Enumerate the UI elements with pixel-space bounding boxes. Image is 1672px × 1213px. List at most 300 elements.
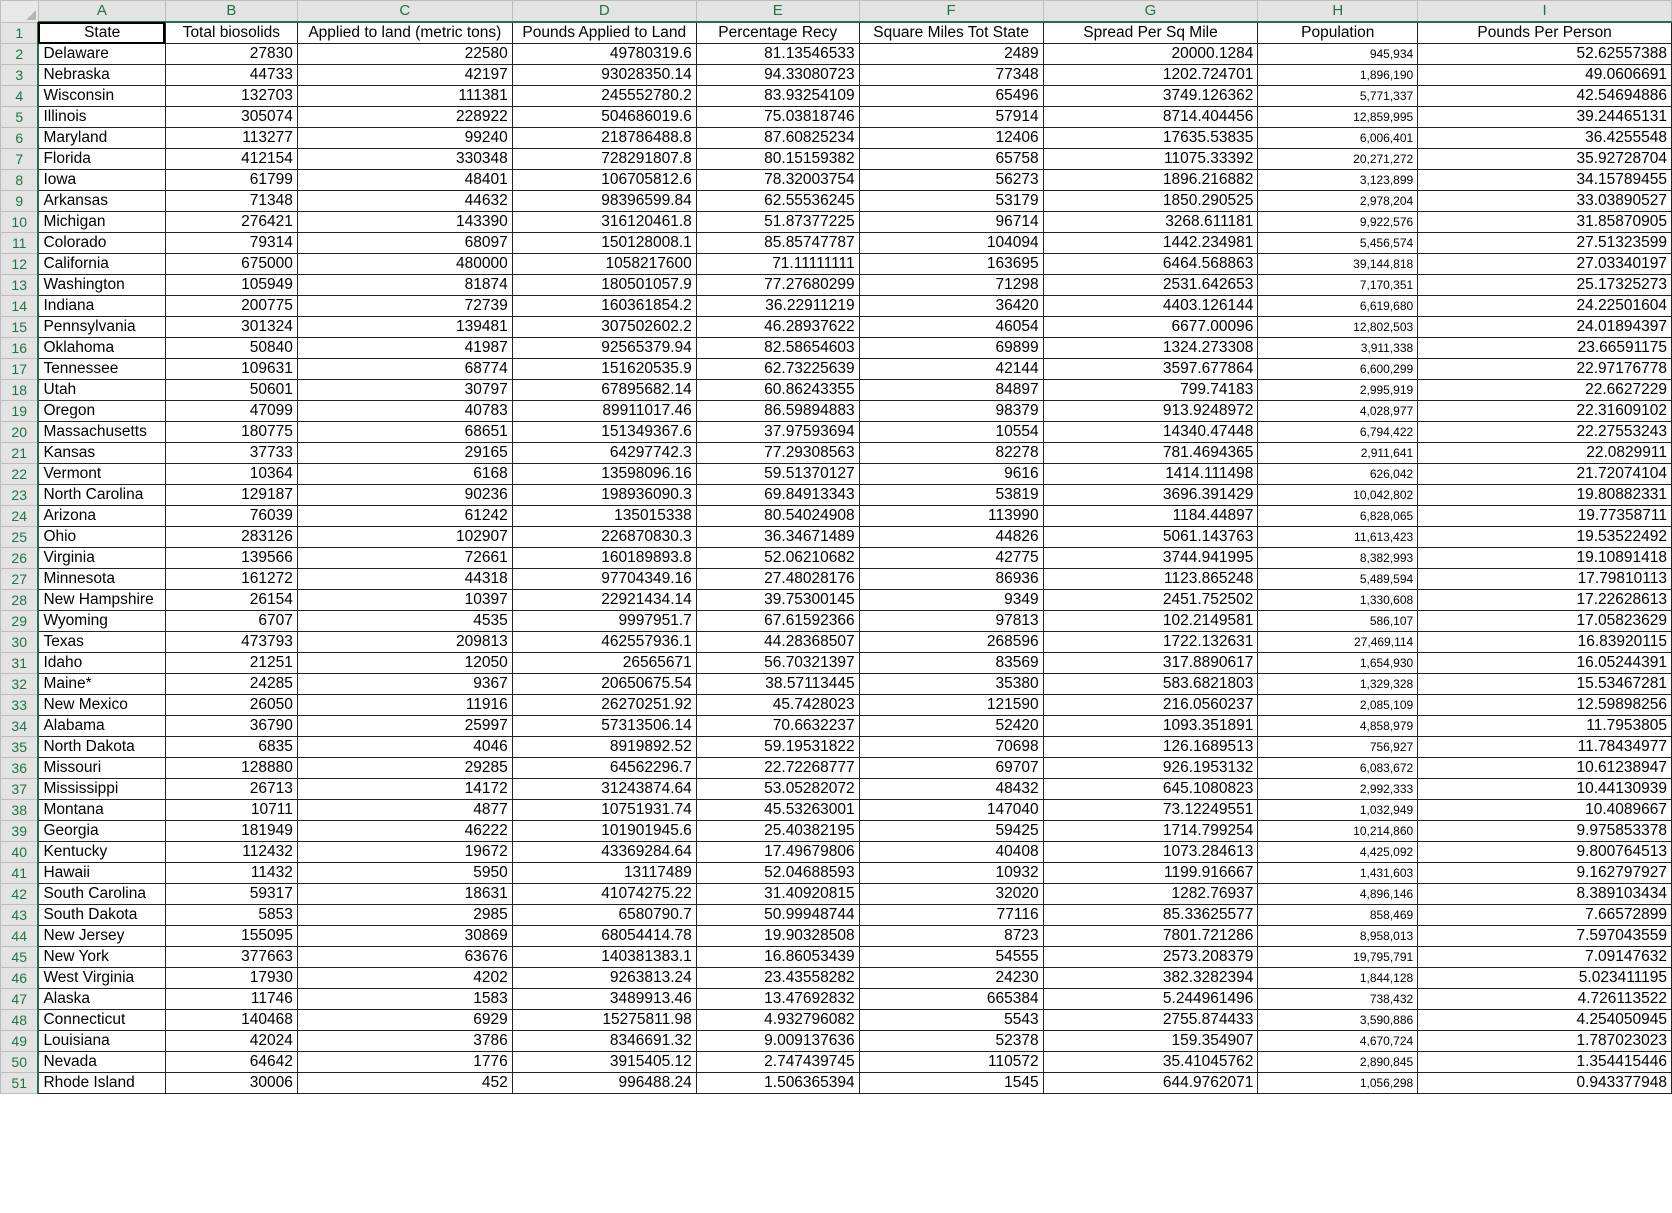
data-cell[interactable]: 160361854.2	[512, 296, 696, 317]
state-cell[interactable]: Oklahoma	[38, 338, 165, 359]
data-cell[interactable]: 31.40920815	[696, 884, 859, 905]
data-cell[interactable]: 139481	[297, 317, 512, 338]
state-cell[interactable]: Minnesota	[38, 569, 165, 590]
data-cell[interactable]: 21.72074104	[1418, 464, 1672, 485]
data-cell[interactable]: 728291807.8	[512, 149, 696, 170]
data-cell[interactable]: 1896.216882	[1043, 170, 1258, 191]
row-header[interactable]: 44	[1, 926, 39, 947]
data-cell[interactable]: 36790	[165, 716, 297, 737]
data-cell[interactable]: 316120461.8	[512, 212, 696, 233]
row-header[interactable]: 36	[1, 758, 39, 779]
data-cell[interactable]: 913.9248972	[1043, 401, 1258, 422]
row-header[interactable]: 14	[1, 296, 39, 317]
state-cell[interactable]: Florida	[38, 149, 165, 170]
data-cell[interactable]: 15275811.98	[512, 1010, 696, 1031]
column-header-f[interactable]: F	[859, 1, 1043, 23]
data-cell[interactable]: 62.55536245	[696, 191, 859, 212]
data-cell[interactable]: 13.47692832	[696, 989, 859, 1010]
data-cell[interactable]: 73.12249551	[1043, 800, 1258, 821]
data-cell[interactable]: 4202	[297, 968, 512, 989]
data-cell[interactable]: 10,214,860	[1258, 821, 1418, 842]
data-cell[interactable]: 38.57113445	[696, 674, 859, 695]
data-cell[interactable]: 121590	[859, 695, 1043, 716]
data-cell[interactable]: 626,042	[1258, 464, 1418, 485]
row-header[interactable]: 24	[1, 506, 39, 527]
data-cell[interactable]: 644.9762071	[1043, 1073, 1258, 1094]
data-cell[interactable]: 20650675.54	[512, 674, 696, 695]
state-cell[interactable]: Arkansas	[38, 191, 165, 212]
data-cell[interactable]: 14340.47448	[1043, 422, 1258, 443]
data-cell[interactable]: 2755.874433	[1043, 1010, 1258, 1031]
data-cell[interactable]: 180775	[165, 422, 297, 443]
data-cell[interactable]: 4046	[297, 737, 512, 758]
state-cell[interactable]: New Mexico	[38, 695, 165, 716]
data-cell[interactable]: 6677.00096	[1043, 317, 1258, 338]
data-cell[interactable]: 23.43558282	[696, 968, 859, 989]
data-cell[interactable]: 54555	[859, 947, 1043, 968]
data-cell[interactable]: 12,802,503	[1258, 317, 1418, 338]
data-cell[interactable]: 11,613,423	[1258, 527, 1418, 548]
data-cell[interactable]: 85.85747787	[696, 233, 859, 254]
data-cell[interactable]: 7.09147632	[1418, 947, 1672, 968]
data-cell[interactable]: 27.51323599	[1418, 233, 1672, 254]
data-cell[interactable]: 19.77358711	[1418, 506, 1672, 527]
data-cell[interactable]: 90236	[297, 485, 512, 506]
state-cell[interactable]: Vermont	[38, 464, 165, 485]
data-cell[interactable]: 858,469	[1258, 905, 1418, 926]
data-cell[interactable]: 30869	[297, 926, 512, 947]
data-cell[interactable]: 5,771,337	[1258, 86, 1418, 107]
data-cell[interactable]: 1,431,603	[1258, 863, 1418, 884]
data-cell[interactable]: 6835	[165, 737, 297, 758]
data-cell[interactable]: 1,330,608	[1258, 590, 1418, 611]
row-header[interactable]: 40	[1, 842, 39, 863]
data-cell[interactable]: 10,042,802	[1258, 485, 1418, 506]
data-cell[interactable]: 160189893.8	[512, 548, 696, 569]
data-cell[interactable]: 1722.132631	[1043, 632, 1258, 653]
data-cell[interactable]: 5950	[297, 863, 512, 884]
data-cell[interactable]: 77.27680299	[696, 275, 859, 296]
data-cell[interactable]: 70698	[859, 737, 1043, 758]
data-cell[interactable]: 53179	[859, 191, 1043, 212]
data-cell[interactable]: 2985	[297, 905, 512, 926]
data-cell[interactable]: 22.31609102	[1418, 401, 1672, 422]
data-cell[interactable]: 50601	[165, 380, 297, 401]
data-cell[interactable]: 17.79810113	[1418, 569, 1672, 590]
data-cell[interactable]: 61799	[165, 170, 297, 191]
state-cell[interactable]: Rhode Island	[38, 1073, 165, 1094]
data-cell[interactable]: 163695	[859, 254, 1043, 275]
data-cell[interactable]: 26565671	[512, 653, 696, 674]
data-cell[interactable]: 3915405.12	[512, 1052, 696, 1073]
data-cell[interactable]: 68651	[297, 422, 512, 443]
data-cell[interactable]: 6929	[297, 1010, 512, 1031]
data-cell[interactable]: 4.932796082	[696, 1010, 859, 1031]
state-cell[interactable]: Nevada	[38, 1052, 165, 1073]
data-cell[interactable]: 65496	[859, 86, 1043, 107]
data-cell[interactable]: 39,144,818	[1258, 254, 1418, 275]
data-cell[interactable]: 52420	[859, 716, 1043, 737]
data-cell[interactable]: 50.99948744	[696, 905, 859, 926]
data-cell[interactable]: 10554	[859, 422, 1043, 443]
data-cell[interactable]: 113277	[165, 128, 297, 149]
data-cell[interactable]: 19,795,791	[1258, 947, 1418, 968]
state-cell[interactable]: Massachusetts	[38, 422, 165, 443]
column-header-d[interactable]: D	[512, 1, 696, 23]
data-cell[interactable]: 24230	[859, 968, 1043, 989]
data-cell[interactable]: 5,456,574	[1258, 233, 1418, 254]
state-cell[interactable]: Washington	[38, 275, 165, 296]
data-cell[interactable]: 35.41045762	[1043, 1052, 1258, 1073]
row-header[interactable]: 38	[1, 800, 39, 821]
data-cell[interactable]: 2531.642653	[1043, 275, 1258, 296]
row-header[interactable]: 47	[1, 989, 39, 1010]
row-header[interactable]: 9	[1, 191, 39, 212]
data-cell[interactable]: 3597.677864	[1043, 359, 1258, 380]
data-cell[interactable]: 101901945.6	[512, 821, 696, 842]
data-cell[interactable]: 583.6821803	[1043, 674, 1258, 695]
state-cell[interactable]: Indiana	[38, 296, 165, 317]
data-cell[interactable]: 22.6627229	[1418, 380, 1672, 401]
data-cell[interactable]: 1324.273308	[1043, 338, 1258, 359]
data-cell[interactable]: 10751931.74	[512, 800, 696, 821]
data-cell[interactable]: 151620535.9	[512, 359, 696, 380]
row-header[interactable]: 39	[1, 821, 39, 842]
data-cell[interactable]: 36.4255548	[1418, 128, 1672, 149]
data-cell[interactable]: 996488.24	[512, 1073, 696, 1094]
data-cell[interactable]: 99240	[297, 128, 512, 149]
row-header[interactable]: 50	[1, 1052, 39, 1073]
row-header[interactable]: 17	[1, 359, 39, 380]
row-header[interactable]: 4	[1, 86, 39, 107]
state-cell[interactable]: New Hampshire	[38, 590, 165, 611]
data-cell[interactable]: 85.33625577	[1043, 905, 1258, 926]
data-cell[interactable]: 5.244961496	[1043, 989, 1258, 1010]
data-cell[interactable]: 106705812.6	[512, 170, 696, 191]
data-cell[interactable]: 5.023411195	[1418, 968, 1672, 989]
state-cell[interactable]: Mississippi	[38, 779, 165, 800]
state-cell[interactable]: Kentucky	[38, 842, 165, 863]
data-cell[interactable]: 35.92728704	[1418, 149, 1672, 170]
row-header[interactable]: 7	[1, 149, 39, 170]
column-title-cell[interactable]: Spread Per Sq Mile	[1043, 22, 1258, 44]
row-header[interactable]: 3	[1, 65, 39, 86]
data-cell[interactable]: 24285	[165, 674, 297, 695]
data-cell[interactable]: 19.80882331	[1418, 485, 1672, 506]
data-cell[interactable]: 228922	[297, 107, 512, 128]
column-header-e[interactable]: E	[696, 1, 859, 23]
data-cell[interactable]: 11916	[297, 695, 512, 716]
data-cell[interactable]: 1123.865248	[1043, 569, 1258, 590]
data-cell[interactable]: 1776	[297, 1052, 512, 1073]
data-cell[interactable]: 31243874.64	[512, 779, 696, 800]
data-cell[interactable]: 6,828,065	[1258, 506, 1418, 527]
data-cell[interactable]: 301324	[165, 317, 297, 338]
data-cell[interactable]: 1202.724701	[1043, 65, 1258, 86]
data-cell[interactable]: 3786	[297, 1031, 512, 1052]
data-cell[interactable]: 19.53522492	[1418, 527, 1672, 548]
data-cell[interactable]: 738,432	[1258, 989, 1418, 1010]
data-cell[interactable]: 317.8890617	[1043, 653, 1258, 674]
row-header[interactable]: 43	[1, 905, 39, 926]
data-cell[interactable]: 4,425,092	[1258, 842, 1418, 863]
data-cell[interactable]: 1,844,128	[1258, 968, 1418, 989]
column-title-cell[interactable]: Pounds Per Person	[1418, 22, 1672, 44]
data-cell[interactable]: 147040	[859, 800, 1043, 821]
data-cell[interactable]: 1442.234981	[1043, 233, 1258, 254]
data-cell[interactable]: 49.0606691	[1418, 65, 1672, 86]
data-cell[interactable]: 2.747439745	[696, 1052, 859, 1073]
data-cell[interactable]: 10.44130939	[1418, 779, 1672, 800]
data-cell[interactable]: 24.01894397	[1418, 317, 1672, 338]
column-header-a[interactable]: A	[38, 1, 165, 23]
data-cell[interactable]: 102907	[297, 527, 512, 548]
data-cell[interactable]: 4.726113522	[1418, 989, 1672, 1010]
state-cell[interactable]: California	[38, 254, 165, 275]
data-cell[interactable]: 77116	[859, 905, 1043, 926]
row-header[interactable]: 2	[1, 44, 39, 65]
row-header[interactable]: 33	[1, 695, 39, 716]
data-cell[interactable]: 50840	[165, 338, 297, 359]
column-title-cell[interactable]: State	[38, 22, 165, 44]
data-cell[interactable]: 7.66572899	[1418, 905, 1672, 926]
data-cell[interactable]: 36.34671489	[696, 527, 859, 548]
row-header[interactable]: 29	[1, 611, 39, 632]
data-cell[interactable]: 59425	[859, 821, 1043, 842]
data-cell[interactable]: 5853	[165, 905, 297, 926]
column-header-h[interactable]: H	[1258, 1, 1418, 23]
data-cell[interactable]: 43369284.64	[512, 842, 696, 863]
data-cell[interactable]: 3696.391429	[1043, 485, 1258, 506]
data-cell[interactable]: 140381383.1	[512, 947, 696, 968]
data-cell[interactable]: 64642	[165, 1052, 297, 1073]
data-cell[interactable]: 2,995,919	[1258, 380, 1418, 401]
data-cell[interactable]: 2573.208379	[1043, 947, 1258, 968]
data-cell[interactable]: 181949	[165, 821, 297, 842]
data-cell[interactable]: 15.53467281	[1418, 674, 1672, 695]
data-cell[interactable]: 29285	[297, 758, 512, 779]
data-cell[interactable]: 2,085,109	[1258, 695, 1418, 716]
data-cell[interactable]: 42197	[297, 65, 512, 86]
row-header[interactable]: 27	[1, 569, 39, 590]
data-cell[interactable]: 4,670,724	[1258, 1031, 1418, 1052]
state-cell[interactable]: Kansas	[38, 443, 165, 464]
data-cell[interactable]: 462557936.1	[512, 632, 696, 653]
data-cell[interactable]: 53819	[859, 485, 1043, 506]
data-cell[interactable]: 19672	[297, 842, 512, 863]
row-header[interactable]: 5	[1, 107, 39, 128]
data-cell[interactable]: 46222	[297, 821, 512, 842]
state-cell[interactable]: Hawaii	[38, 863, 165, 884]
state-cell[interactable]: Illinois	[38, 107, 165, 128]
data-cell[interactable]: 9263813.24	[512, 968, 696, 989]
row-header[interactable]: 37	[1, 779, 39, 800]
data-cell[interactable]: 57914	[859, 107, 1043, 128]
row-header[interactable]: 8	[1, 170, 39, 191]
data-cell[interactable]: 6580790.7	[512, 905, 696, 926]
data-cell[interactable]: 39.24465131	[1418, 107, 1672, 128]
data-cell[interactable]: 59.51370127	[696, 464, 859, 485]
data-cell[interactable]: 9,922,576	[1258, 212, 1418, 233]
column-header-i[interactable]: I	[1418, 1, 1672, 23]
data-cell[interactable]: 44.28368507	[696, 632, 859, 653]
data-cell[interactable]: 128880	[165, 758, 297, 779]
column-title-cell[interactable]: Percentage Recy	[696, 22, 859, 44]
row-header[interactable]: 51	[1, 1073, 39, 1094]
row-header[interactable]: 21	[1, 443, 39, 464]
data-cell[interactable]: 97813	[859, 611, 1043, 632]
state-cell[interactable]: South Carolina	[38, 884, 165, 905]
data-cell[interactable]: 36420	[859, 296, 1043, 317]
data-cell[interactable]: 44318	[297, 569, 512, 590]
data-cell[interactable]: 82278	[859, 443, 1043, 464]
state-cell[interactable]: Arizona	[38, 506, 165, 527]
data-cell[interactable]: 46.28937622	[696, 317, 859, 338]
data-cell[interactable]: 5061.143763	[1043, 527, 1258, 548]
state-cell[interactable]: Maryland	[38, 128, 165, 149]
data-cell[interactable]: 307502602.2	[512, 317, 696, 338]
data-cell[interactable]: 81.13546533	[696, 44, 859, 65]
data-cell[interactable]: 22.72268777	[696, 758, 859, 779]
data-cell[interactable]: 37.97593694	[696, 422, 859, 443]
data-cell[interactable]: 24.22501604	[1418, 296, 1672, 317]
data-cell[interactable]: 4403.126144	[1043, 296, 1258, 317]
data-cell[interactable]: 68097	[297, 233, 512, 254]
state-cell[interactable]: Connecticut	[38, 1010, 165, 1031]
data-cell[interactable]: 40408	[859, 842, 1043, 863]
data-cell[interactable]: 7.597043559	[1418, 926, 1672, 947]
data-cell[interactable]: 8,958,013	[1258, 926, 1418, 947]
data-cell[interactable]: 27,469,114	[1258, 632, 1418, 653]
row-header[interactable]: 13	[1, 275, 39, 296]
data-cell[interactable]: 1.506365394	[696, 1073, 859, 1094]
state-cell[interactable]: North Carolina	[38, 485, 165, 506]
data-cell[interactable]: 9.162797927	[1418, 863, 1672, 884]
data-cell[interactable]: 26270251.92	[512, 695, 696, 716]
data-cell[interactable]: 377663	[165, 947, 297, 968]
data-cell[interactable]: 19.90328508	[696, 926, 859, 947]
data-cell[interactable]: 30797	[297, 380, 512, 401]
state-cell[interactable]: Oregon	[38, 401, 165, 422]
row-header[interactable]: 1	[1, 22, 39, 44]
data-cell[interactable]: 1414.111498	[1043, 464, 1258, 485]
data-cell[interactable]: 40783	[297, 401, 512, 422]
data-cell[interactable]: 126.1689513	[1043, 737, 1258, 758]
state-cell[interactable]: Nebraska	[38, 65, 165, 86]
data-cell[interactable]: 781.4694365	[1043, 443, 1258, 464]
row-header[interactable]: 41	[1, 863, 39, 884]
data-cell[interactable]: 42024	[165, 1031, 297, 1052]
row-header[interactable]: 26	[1, 548, 39, 569]
data-cell[interactable]: 1,329,328	[1258, 674, 1418, 695]
data-cell[interactable]: 49780319.6	[512, 44, 696, 65]
data-cell[interactable]: 17.49679806	[696, 842, 859, 863]
data-cell[interactable]: 41987	[297, 338, 512, 359]
data-cell[interactable]: 69707	[859, 758, 1043, 779]
data-cell[interactable]: 8723	[859, 926, 1043, 947]
state-cell[interactable]: New York	[38, 947, 165, 968]
data-cell[interactable]: 21251	[165, 653, 297, 674]
data-cell[interactable]: 6168	[297, 464, 512, 485]
data-cell[interactable]: 2451.752502	[1043, 590, 1258, 611]
data-cell[interactable]: 39.75300145	[696, 590, 859, 611]
data-cell[interactable]: 11432	[165, 863, 297, 884]
data-cell[interactable]: 31.85870905	[1418, 212, 1672, 233]
state-cell[interactable]: Delaware	[38, 44, 165, 65]
data-cell[interactable]: 61242	[297, 506, 512, 527]
data-cell[interactable]: 42775	[859, 548, 1043, 569]
data-cell[interactable]: 22.0829911	[1418, 443, 1672, 464]
data-cell[interactable]: 10364	[165, 464, 297, 485]
data-cell[interactable]: 60.86243355	[696, 380, 859, 401]
data-cell[interactable]: 1.787023023	[1418, 1031, 1672, 1052]
data-cell[interactable]: 56.70321397	[696, 653, 859, 674]
data-cell[interactable]: 216.0560237	[1043, 695, 1258, 716]
data-cell[interactable]: 87.60825234	[696, 128, 859, 149]
data-cell[interactable]: 6,006,401	[1258, 128, 1418, 149]
data-cell[interactable]: 62.73225639	[696, 359, 859, 380]
data-cell[interactable]: 473793	[165, 632, 297, 653]
data-cell[interactable]: 3749.126362	[1043, 86, 1258, 107]
data-cell[interactable]: 10711	[165, 800, 297, 821]
data-cell[interactable]: 143390	[297, 212, 512, 233]
row-header[interactable]: 31	[1, 653, 39, 674]
data-cell[interactable]: 16.86053439	[696, 947, 859, 968]
data-cell[interactable]: 200775	[165, 296, 297, 317]
data-cell[interactable]: 799.74183	[1043, 380, 1258, 401]
data-cell[interactable]: 140468	[165, 1010, 297, 1031]
data-cell[interactable]: 675000	[165, 254, 297, 275]
data-cell[interactable]: 945,934	[1258, 44, 1418, 65]
state-cell[interactable]: Missouri	[38, 758, 165, 779]
row-header[interactable]: 45	[1, 947, 39, 968]
data-cell[interactable]: 67895682.14	[512, 380, 696, 401]
state-cell[interactable]: New Jersey	[38, 926, 165, 947]
data-cell[interactable]: 1,032,949	[1258, 800, 1418, 821]
data-cell[interactable]: 9.009137636	[696, 1031, 859, 1052]
data-cell[interactable]: 82.58654603	[696, 338, 859, 359]
data-cell[interactable]: 22921434.14	[512, 590, 696, 611]
row-header[interactable]: 46	[1, 968, 39, 989]
data-cell[interactable]: 9.800764513	[1418, 842, 1672, 863]
data-cell[interactable]: 2489	[859, 44, 1043, 65]
data-cell[interactable]: 17.22628613	[1418, 590, 1672, 611]
data-cell[interactable]: 1714.799254	[1043, 821, 1258, 842]
row-header[interactable]: 18	[1, 380, 39, 401]
data-cell[interactable]: 26713	[165, 779, 297, 800]
column-title-cell[interactable]: Population	[1258, 22, 1418, 44]
data-cell[interactable]: 7,170,351	[1258, 275, 1418, 296]
data-cell[interactable]: 9616	[859, 464, 1043, 485]
data-cell[interactable]: 20000.1284	[1043, 44, 1258, 65]
state-cell[interactable]: Ohio	[38, 527, 165, 548]
data-cell[interactable]: 22.97176778	[1418, 359, 1672, 380]
state-cell[interactable]: Maine*	[38, 674, 165, 695]
data-cell[interactable]: 5,489,594	[1258, 569, 1418, 590]
data-cell[interactable]: 22580	[297, 44, 512, 65]
data-cell[interactable]: 665384	[859, 989, 1043, 1010]
row-header[interactable]: 12	[1, 254, 39, 275]
data-cell[interactable]: 16.05244391	[1418, 653, 1672, 674]
state-cell[interactable]: Texas	[38, 632, 165, 653]
data-cell[interactable]: 71298	[859, 275, 1043, 296]
state-cell[interactable]: Iowa	[38, 170, 165, 191]
data-cell[interactable]: 59.19531822	[696, 737, 859, 758]
data-cell[interactable]: 35380	[859, 674, 1043, 695]
data-cell[interactable]: 83569	[859, 653, 1043, 674]
data-cell[interactable]: 4877	[297, 800, 512, 821]
state-cell[interactable]: Wyoming	[38, 611, 165, 632]
